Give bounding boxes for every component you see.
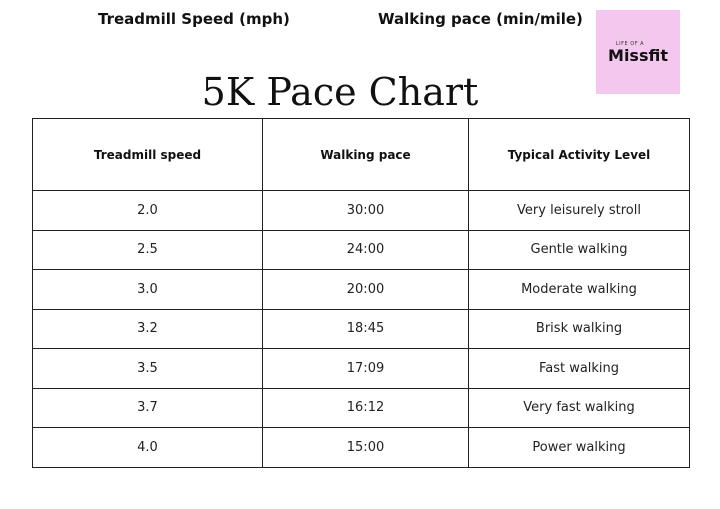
logo-name: Missfit (608, 45, 668, 65)
speed-cell: 2.0 (33, 191, 263, 231)
walking-pace-heading: Walking pace (min/mile) (378, 10, 583, 28)
table-row (33, 230, 690, 270)
column-header-speed: Treadmill speed (33, 119, 263, 191)
column-header-activity: Typical Activity Level (469, 119, 690, 191)
pace-table (32, 118, 690, 468)
pace-cell: 30:00 (263, 191, 469, 231)
activity-cell: Brisk walking (469, 309, 690, 349)
activity-cell: Fast walking (469, 349, 690, 389)
column-header-pace: Walking pace (263, 119, 469, 191)
pace-cell: 18:45 (263, 309, 469, 349)
treadmill-speed-heading: Treadmill Speed (mph) (98, 10, 290, 28)
speed-cell: 4.0 (33, 428, 263, 468)
logo-tagline: LIFE OF A (615, 40, 645, 47)
speed-cell: 3.2 (33, 309, 263, 349)
activity-cell: Moderate walking (469, 270, 690, 310)
speed-cell: 3.7 (33, 388, 263, 428)
page-title: 5K Pace Chart (201, 70, 479, 114)
speed-cell: 2.5 (33, 230, 263, 270)
activity-cell: Gentle walking (469, 230, 690, 270)
speed-cell: 3.0 (33, 270, 263, 310)
pace-cell: 20:00 (263, 270, 469, 310)
table-row (33, 309, 690, 349)
table-row (33, 270, 690, 310)
table-row (33, 388, 690, 428)
table-row (33, 349, 690, 389)
activity-cell: Very leisurely stroll (469, 191, 690, 231)
pace-cell: 15:00 (263, 428, 469, 468)
speed-cell: 3.5 (33, 349, 263, 389)
table-row (33, 428, 690, 468)
activity-cell: Power walking (469, 428, 690, 468)
activity-cell: Very fast walking (469, 388, 690, 428)
pace-cell: 16:12 (263, 388, 469, 428)
pace-cell: 24:00 (263, 230, 469, 270)
table-row (33, 191, 690, 231)
table-header-row (33, 119, 690, 191)
pace-cell: 17:09 (263, 349, 469, 389)
